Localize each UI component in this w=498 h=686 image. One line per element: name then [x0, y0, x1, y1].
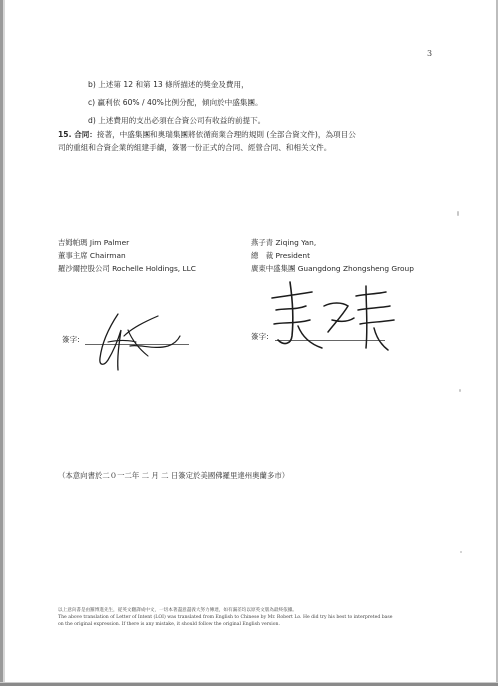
clause-c: c) 贏利依 60% / 40%比例分配，傾向於中盛集團。 — [88, 98, 263, 107]
clause-b: b) 上述第 12 和第 13 條所描述的獎金及費用， — [88, 80, 249, 89]
signatory-left-name: 吉姆帕瑪 Jim Palmer — [58, 238, 130, 247]
sign-label-right: 簽字: — [251, 332, 269, 341]
scan-edge-left-shadow — [3, 0, 5, 686]
scan-speck — [459, 389, 461, 392]
clause-15-number: 15. 合同： — [58, 130, 97, 139]
clause-15-line1 — [58, 128, 433, 141]
footer-line-1: 以上意向書是由羅博進先生，從英文翻譯成中文，一切本著盡意盡義大努力傳達，如有漏差均以原英文版為最終依據。 — [58, 608, 297, 613]
signatory-right-name: 燕子青 Ziqing Yan, — [251, 238, 317, 247]
clause-15 — [58, 128, 433, 154]
handwritten-signature-jim-palmer — [88, 306, 188, 376]
footer-line-3: on the original expression. If there is any mistake, it should follow the original English version. — [58, 622, 280, 627]
signatory-right-company: 廣東中盛集團 Guangdong Zhongsheng Group — [251, 264, 414, 273]
date-note: （本意向書於二０一二年 二 月 二 日簽定於美國佛羅里達州奧蘭多市） — [58, 471, 290, 480]
clause-15-text-1: 接著，中盛集團和奧瑞集團將依循商業合理的規則 (全部合資文件)，為項目公 — [96, 130, 356, 139]
signatory-left — [58, 236, 196, 275]
signatory-right — [251, 236, 414, 275]
clause-15-text-2: 司的重組和合資企業的組建手續，簽署一份正式的合同、經營合同、和相关文件。 — [58, 143, 332, 152]
handwritten-signature-ziqing-yan — [262, 276, 404, 356]
page-number: 3 — [427, 49, 433, 58]
signatory-right-title: 總 裁 President — [251, 251, 310, 260]
sign-label-left: 簽字: — [62, 335, 80, 344]
signatory-left-title: 董事主席 Chairman — [58, 251, 126, 260]
scan-speck — [457, 211, 459, 216]
clause-d: d) 上述費用的支出必須在合資公司有收益的前提下。 — [88, 116, 266, 125]
scan-speck — [460, 551, 462, 553]
footer-line-2: The above translation of Letter of Intent (LOI) was translated from English to Chinese by Mr. Robert Lo. He did try his best to interpreted base — [58, 615, 393, 620]
translation-footer — [58, 607, 448, 628]
signatory-left-company: 羅沙爾控股公司 Rochelle Holdings, LLC — [58, 264, 196, 273]
